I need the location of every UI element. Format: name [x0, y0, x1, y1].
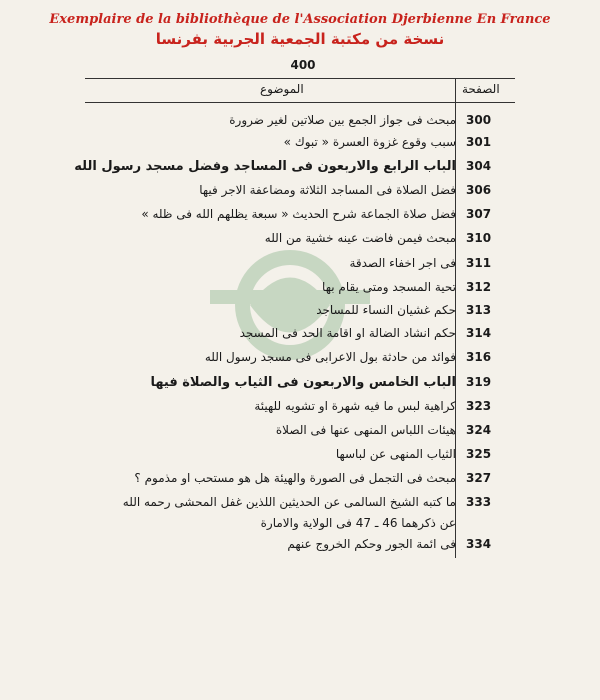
library-stamp-arabic: نسخة من مكتبة الجمعية الجربية بفرنسا — [155, 30, 445, 48]
toc-row — [88, 204, 518, 226]
toc-row — [88, 444, 518, 466]
toc-topic-continuation: عن ذكرهما 46 ـ 47 فى الولاية والامارة — [260, 516, 456, 530]
toc-topic: ما كتبه الشيخ السالمى عن الحديثين اللذين غفل المحشى رحمه الله — [122, 495, 456, 509]
toc-chapter-title: الباب الرابع والاربعون فى المساجد وفضل مسجد رسول الله — [74, 159, 456, 174]
toc-row — [88, 372, 518, 394]
toc-page-number: 316 — [466, 350, 492, 364]
toc-topic: فضل صلاة الجماعة شرح الحديث « سبعة يظلهم الله فى ظله » — [141, 207, 456, 221]
toc-topic: فى ائمة الجور وحكم الخروج عنهم — [287, 537, 456, 551]
toc-topic: فوائد من حادثة بول الاعرابى فى مسجد رسول الله — [204, 350, 456, 364]
toc-row — [88, 110, 518, 132]
toc-page-number: 304 — [466, 159, 492, 173]
toc-topic: هيئات اللباس المنهى عنها فى الصلاة — [275, 423, 456, 437]
toc-topic: الثياب المنهى عن لباسها — [335, 447, 456, 461]
toc-topic: مبحث فى جواز الجمع بين صلاتين لغير ضرورة — [229, 113, 456, 127]
column-header-page: الصفحة — [462, 82, 500, 96]
toc-page-number: 300 — [466, 113, 492, 127]
table-header-rule — [85, 102, 515, 103]
toc-page-number: 307 — [466, 207, 492, 221]
toc-row — [88, 534, 518, 556]
toc-page-number: 319 — [466, 375, 492, 389]
toc-row — [88, 132, 518, 154]
page-number: 400 — [290, 58, 316, 72]
toc-row — [88, 347, 518, 369]
toc-page-number: 301 — [466, 135, 492, 149]
toc-row — [88, 420, 518, 442]
toc-row — [74, 156, 518, 178]
toc-topic: حكم انشاد الضالة او اقامة الحد فى المسجد — [239, 326, 456, 340]
toc-row — [88, 323, 518, 345]
toc-row — [88, 396, 518, 418]
toc-topic: مبحث فيمن فاضت عينه خشية من الله — [264, 231, 456, 245]
toc-page-number: 310 — [466, 231, 492, 245]
toc-row — [88, 253, 518, 275]
toc-page-number: 306 — [466, 183, 492, 197]
toc-page-number: 334 — [466, 537, 492, 551]
toc-topic: فضل الصلاة فى المساجد الثلاثة ومضاعفة الاجر فيها — [199, 183, 456, 197]
column-header-topic: الموضوع — [260, 82, 304, 96]
toc-topic: كراهية لبس ما فيه شهرة او تشويه للهيئة — [254, 399, 456, 413]
toc-page-number: 313 — [466, 303, 492, 317]
toc-row — [88, 228, 518, 250]
toc-row — [88, 277, 518, 299]
toc-page-number: 311 — [466, 256, 492, 270]
toc-row — [88, 492, 518, 530]
library-stamp-french: Exemplaire de la bibliothèque de l'Association Djerbienne En France — [49, 12, 551, 27]
toc-page-number: 327 — [466, 471, 492, 485]
toc-topic: تحية المسجد ومتى يقام بها — [322, 280, 456, 294]
toc-row — [88, 468, 518, 490]
toc-page-number: 325 — [466, 447, 492, 461]
toc-page-number: 314 — [466, 326, 492, 340]
toc-topic: فى اجر اخفاء الصدقة — [349, 256, 456, 270]
toc-topic: سبب وقوع غزوة العسرة « تبوك » — [283, 135, 456, 149]
toc-topic: حكم غشيان النساء للمساجد — [316, 303, 456, 317]
toc-page-number: 324 — [466, 423, 492, 437]
toc-chapter-title: الباب الخامس والاربعون فى الثياب والصلاة فيها — [150, 375, 456, 390]
table-top-rule — [85, 78, 515, 79]
toc-row — [88, 300, 518, 322]
toc-row — [88, 180, 518, 202]
toc-page-number: 333 — [466, 495, 492, 509]
toc-page-number: 323 — [466, 399, 492, 413]
toc-topic: مبحث فى التجمل فى الصورة والهيئة هل هو مستحب او مذموم ؟ — [134, 471, 456, 485]
toc-page-number: 312 — [466, 280, 492, 294]
